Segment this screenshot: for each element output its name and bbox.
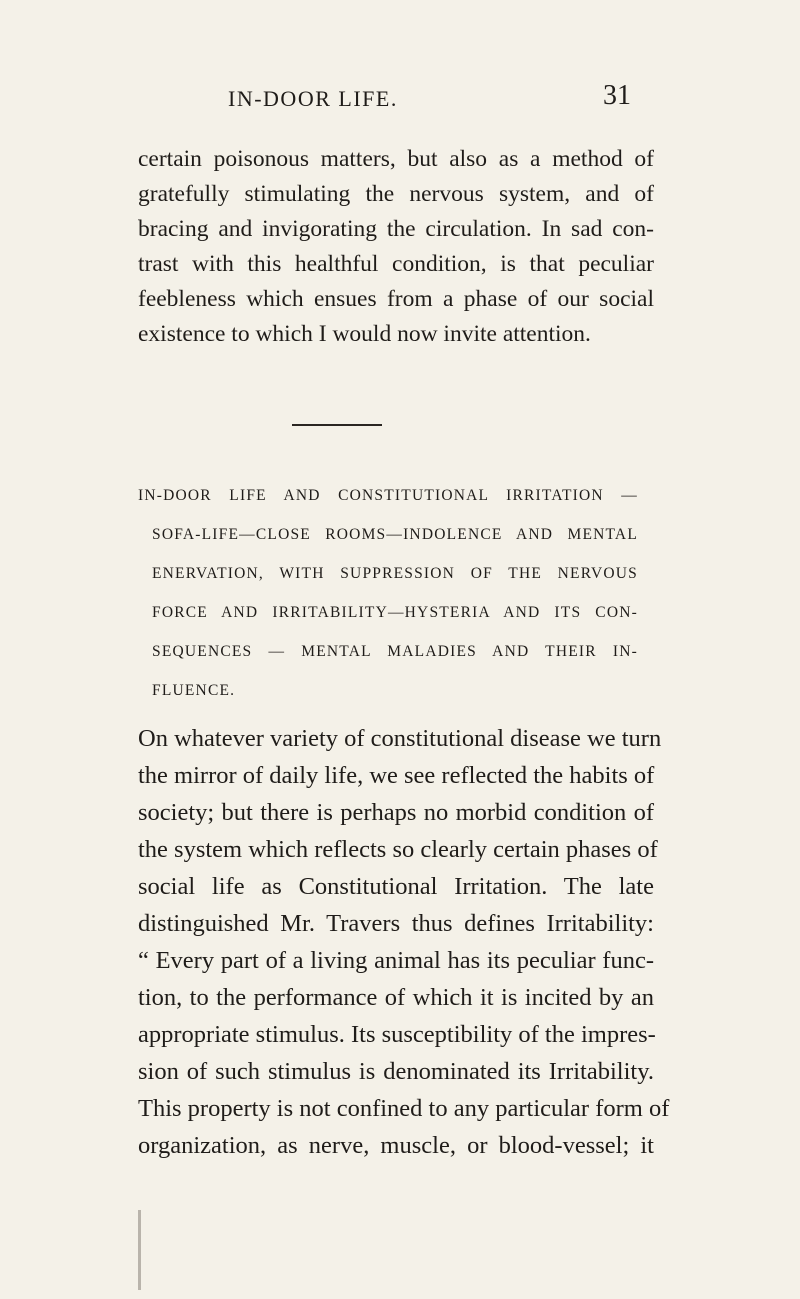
text-line: This property is not confined to any particular form of: [138, 1095, 670, 1122]
text-line: appropriate stimulus. Its susceptibility of the impres-: [138, 1021, 656, 1048]
running-head-title: IN-DOOR LIFE.: [228, 86, 398, 111]
summary-line: SEQUENCES — MENTAL MALADIES AND THEIR IN-: [152, 643, 638, 660]
text-line: sion of such stimulus is denominated its Irritability.: [138, 1058, 654, 1085]
section-divider: [292, 424, 382, 426]
page-edge-shadow: [138, 1210, 141, 1290]
summary-line: FLUENCE.: [152, 682, 236, 699]
text-line: organization, as nerve, muscle, or blood-vessel; it: [138, 1132, 654, 1159]
text-line: social life as Constitutional Irritation. The late: [138, 873, 654, 900]
text-line: trast with this healthful condition, is that peculiar: [138, 251, 654, 277]
running-head: [0, 80, 800, 116]
text-line: gratefully stimulating the nervous system, and of: [138, 181, 654, 207]
page-number: 31: [603, 80, 631, 111]
text-line: the mirror of daily life, we see reflected the habits of: [138, 762, 655, 789]
text-line: certain poisonous matters, but also as a method of: [138, 146, 654, 172]
text-line: existence to which I would now invite attention.: [138, 321, 591, 347]
text-line: feebleness which ensues from a phase of our social: [138, 286, 654, 312]
summary-line: IN-DOOR LIFE AND CONSTITUTIONAL IRRITATION —: [138, 487, 638, 504]
summary-line: ENERVATION, WITH SUPPRESSION OF THE NERVOUS: [152, 565, 638, 582]
text-line: bracing and invigorating the circulation. In sad con-: [138, 216, 654, 242]
text-line: “ Every part of a living animal has its peculiar func-: [138, 947, 654, 974]
summary-line: SOFA-LIFE—CLOSE ROOMS—INDOLENCE AND MENTAL: [152, 526, 638, 543]
summary-line: FORCE AND IRRITABILITY—HYSTERIA AND ITS CON-: [152, 604, 638, 621]
text-line: the system which reflects so clearly certain phases of: [138, 836, 658, 863]
text-line: tion, to the performance of which it is incited by an: [138, 984, 654, 1011]
text-line: [138, 724, 662, 754]
text-line: distinguished Mr. Travers thus defines Irritability:: [138, 910, 654, 937]
text-line: society; but there is perhaps no morbid condition of: [138, 799, 654, 826]
first-word: On: [138, 725, 168, 752]
first-line-rest: whatever variety of constitutional disease we turn: [167, 725, 662, 752]
